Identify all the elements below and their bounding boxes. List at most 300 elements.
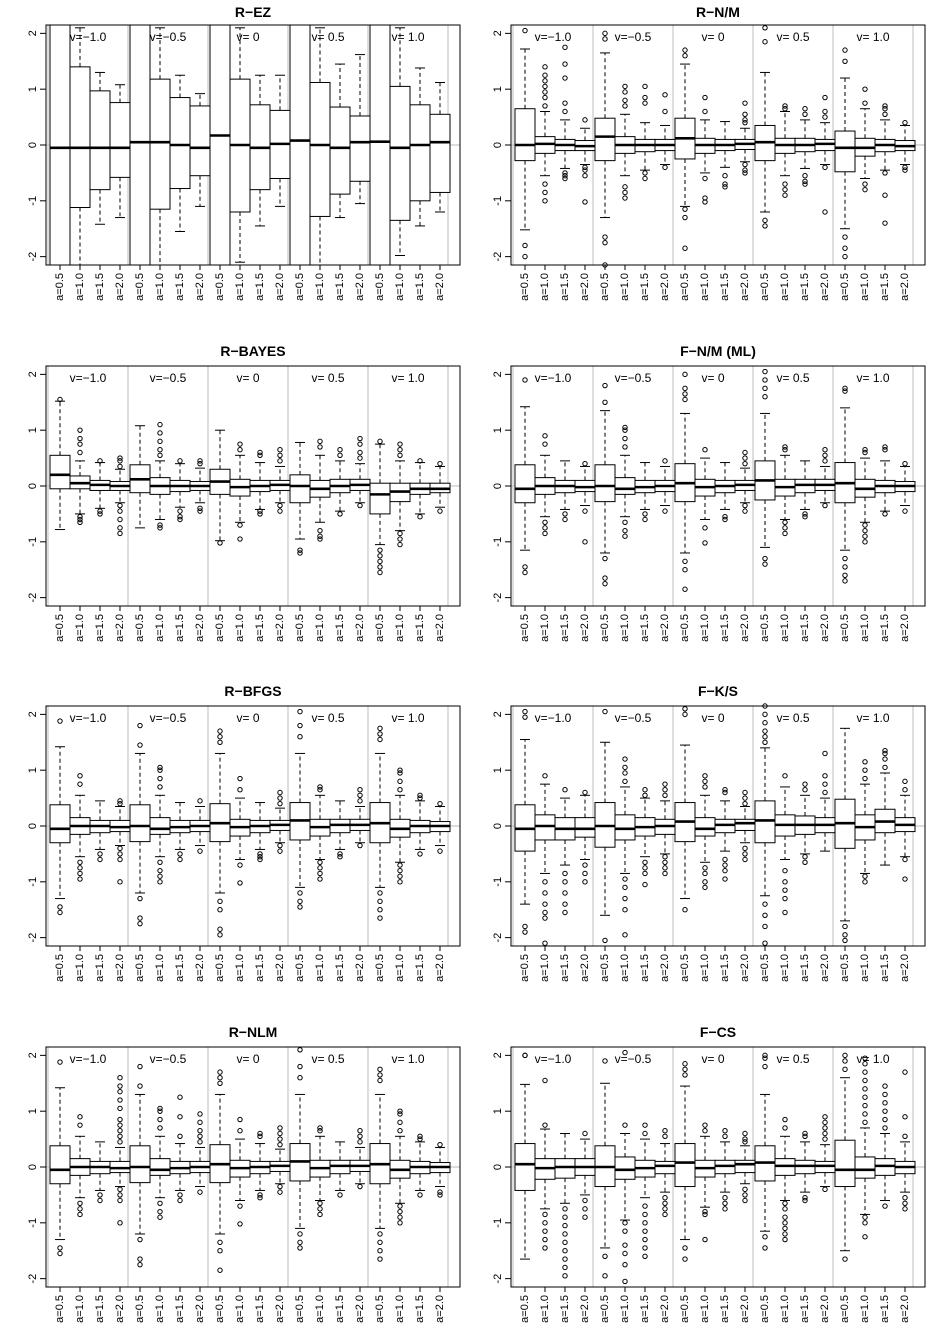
- outlier-point: [118, 1140, 122, 1144]
- outlier-point: [238, 537, 242, 541]
- x-tick-label: a=1.5: [798, 954, 811, 982]
- outlier-point: [863, 448, 867, 452]
- outlier-point: [723, 1129, 727, 1133]
- box-3-2: [330, 64, 350, 217]
- group-label: v=−1.0: [69, 371, 107, 385]
- x-tick-label: a=1.5: [413, 614, 426, 642]
- outlier-point: [523, 565, 527, 569]
- outlier-point: [358, 799, 362, 803]
- x-tick-label: a=1.5: [798, 614, 811, 642]
- outlier-point: [743, 1193, 747, 1197]
- panel-1: [492, 4, 925, 301]
- box-0-2: [555, 788, 575, 915]
- box-iqr: [515, 1144, 535, 1191]
- outlier-point: [138, 1237, 142, 1241]
- outlier-point: [643, 882, 647, 886]
- panel-title: F−K/S: [697, 683, 739, 699]
- box-2-0: [675, 707, 695, 912]
- outlier-point: [278, 453, 282, 457]
- x-tick-label: a=1.0: [73, 614, 86, 642]
- outlier-point: [378, 908, 382, 912]
- box-2-2: [250, 450, 270, 516]
- outlier-point: [643, 871, 647, 875]
- x-tick-label: a=1.0: [698, 1295, 711, 1323]
- box-2-2: [250, 803, 270, 862]
- outlier-point: [903, 779, 907, 783]
- group-label: v= 0: [701, 30, 725, 44]
- outlier-point: [543, 90, 547, 94]
- outlier-point: [298, 1246, 302, 1250]
- outlier-point: [378, 439, 382, 443]
- outlier-point: [823, 1120, 827, 1124]
- panel-2: [27, 343, 460, 642]
- group-label: v=−0.5: [149, 30, 187, 44]
- outlier-point: [863, 528, 867, 532]
- outlier-point: [663, 459, 667, 463]
- outlier-point: [398, 1129, 402, 1133]
- outlier-point: [58, 1251, 62, 1255]
- outlier-point: [358, 1134, 362, 1138]
- box-2-2: [250, 1131, 270, 1200]
- box-iqr: [735, 819, 755, 830]
- outlier-point: [903, 1195, 907, 1199]
- outlier-point: [623, 908, 627, 912]
- x-tick-label: a=0.5: [293, 273, 306, 301]
- outlier-point: [883, 1084, 887, 1088]
- outlier-point: [623, 1221, 627, 1225]
- outlier-point: [563, 1265, 567, 1269]
- panel-title: R−BFGS: [224, 683, 282, 699]
- y-tick-label: 2: [27, 30, 39, 37]
- outlier-point: [218, 1268, 222, 1272]
- outlier-point: [358, 843, 362, 847]
- box-iqr: [535, 815, 555, 840]
- outlier-point: [218, 933, 222, 937]
- y-tick-label: 0: [492, 822, 504, 830]
- x-tick-label: a=1.5: [878, 614, 891, 642]
- outlier-point: [543, 84, 547, 88]
- outlier-point: [278, 1126, 282, 1130]
- box-2-1: [230, 1117, 250, 1226]
- box-0-1: [535, 65, 555, 203]
- box-1-2: [170, 803, 190, 862]
- box-4-2: [875, 1084, 895, 1208]
- x-tick-label: a=1.5: [93, 614, 106, 642]
- outlier-point: [178, 1193, 182, 1197]
- x-tick-label: a=0.5: [518, 273, 531, 301]
- outlier-point: [623, 757, 627, 761]
- group-label: v=−1.0: [69, 1052, 107, 1066]
- outlier-point: [218, 899, 222, 903]
- outlier-point: [358, 1140, 362, 1144]
- outlier-point: [783, 1232, 787, 1236]
- outlier-point: [803, 107, 807, 111]
- outlier-point: [238, 788, 242, 792]
- box-iqr: [50, 805, 70, 843]
- outlier-point: [763, 729, 767, 733]
- outlier-point: [278, 459, 282, 463]
- outlier-point: [803, 514, 807, 518]
- outlier-point: [843, 579, 847, 583]
- x-tick-label: a=2.0: [433, 614, 446, 642]
- outlier-point: [398, 531, 402, 535]
- outlier-point: [238, 523, 242, 527]
- outlier-point: [378, 559, 382, 563]
- outlier-point: [338, 448, 342, 452]
- x-tick-label: a=1.0: [778, 614, 791, 642]
- outlier-point: [583, 1215, 587, 1219]
- x-tick-label: a=1.0: [393, 954, 406, 982]
- outlier-point: [438, 1142, 442, 1146]
- box-2-2: [715, 1129, 735, 1212]
- outlier-point: [783, 187, 787, 191]
- box-4-3: [430, 801, 450, 853]
- box-3-0: [290, 709, 310, 909]
- box-0-0: [50, 25, 70, 265]
- outlier-point: [783, 910, 787, 914]
- outlier-point: [803, 860, 807, 864]
- outlier-point: [843, 235, 847, 239]
- outlier-point: [178, 1095, 182, 1099]
- x-tick-label: a=1.5: [558, 954, 571, 982]
- outlier-point: [763, 913, 767, 917]
- x-tick-label: a=1.0: [538, 1295, 551, 1323]
- outlier-point: [823, 751, 827, 755]
- box-2-2: [715, 463, 735, 522]
- outlier-point: [198, 1120, 202, 1124]
- box-3-2: [795, 1131, 815, 1202]
- outlier-point: [803, 182, 807, 186]
- outlier-point: [378, 1073, 382, 1077]
- x-tick-label: a=0.5: [518, 614, 531, 642]
- outlier-point: [338, 1193, 342, 1197]
- x-tick-label: a=1.0: [313, 614, 326, 642]
- outlier-point: [783, 520, 787, 524]
- box-2-1: [695, 774, 715, 890]
- outlier-point: [783, 104, 787, 108]
- outlier-point: [178, 852, 182, 856]
- outlier-point: [863, 874, 867, 878]
- outlier-point: [158, 422, 162, 426]
- x-tick-label: a=1.5: [718, 614, 731, 642]
- outlier-point: [238, 448, 242, 452]
- group-label: v= 0.5: [311, 30, 345, 44]
- outlier-point: [663, 871, 667, 875]
- outlier-point: [398, 863, 402, 867]
- x-tick-label: a=2.0: [578, 614, 591, 642]
- x-tick-label: a=2.0: [273, 273, 286, 301]
- y-tick-label: 0: [27, 482, 39, 490]
- y-tick-label: 1: [27, 767, 39, 774]
- outlier-point: [903, 168, 907, 172]
- outlier-point: [318, 537, 322, 541]
- x-tick-label: a=1.0: [858, 614, 871, 642]
- outlier-point: [743, 1131, 747, 1135]
- outlier-point: [543, 104, 547, 108]
- outlier-point: [683, 908, 687, 912]
- outlier-point: [523, 28, 527, 32]
- outlier-point: [843, 565, 847, 569]
- y-tick-label: 1: [492, 767, 504, 774]
- outlier-point: [138, 1064, 142, 1068]
- outlier-point: [743, 503, 747, 507]
- outlier-point: [803, 1198, 807, 1202]
- outlier-point: [683, 1067, 687, 1071]
- group-label: v= 1.0: [856, 30, 890, 44]
- x-tick-label: a=1.0: [538, 273, 551, 301]
- outlier-point: [563, 1274, 567, 1278]
- box-3-1: [310, 785, 330, 881]
- outlier-point: [218, 927, 222, 931]
- box-0-3: [110, 456, 130, 536]
- outlier-point: [118, 1134, 122, 1138]
- box-1-1: [150, 422, 170, 530]
- outlier-point: [58, 719, 62, 723]
- outlier-point: [218, 1081, 222, 1085]
- x-tick-label: a=0.5: [373, 1295, 386, 1323]
- outlier-point: [378, 1257, 382, 1261]
- outlier-point: [623, 1251, 627, 1255]
- outlier-point: [358, 788, 362, 792]
- box-iqr: [150, 79, 170, 209]
- x-tick-label: a=2.0: [273, 614, 286, 642]
- outlier-point: [563, 1257, 567, 1261]
- outlier-point: [563, 1249, 567, 1253]
- outlier-point: [743, 796, 747, 800]
- x-tick-label: a=1.0: [778, 954, 791, 982]
- outlier-point: [218, 729, 222, 733]
- outlier-point: [623, 196, 627, 200]
- outlier-point: [543, 442, 547, 446]
- outlier-point: [643, 860, 647, 864]
- outlier-point: [863, 768, 867, 772]
- outlier-point: [418, 1193, 422, 1197]
- group-label: v= 0.5: [776, 371, 810, 385]
- box-0-3: [110, 1075, 130, 1225]
- outlier-point: [883, 112, 887, 116]
- box-0-2: [90, 459, 110, 516]
- outlier-point: [238, 442, 242, 446]
- y-tick-label: 0: [492, 141, 504, 149]
- outlier-point: [623, 98, 627, 102]
- outlier-point: [238, 863, 242, 867]
- outlier-point: [118, 1075, 122, 1079]
- box-iqr: [290, 475, 310, 503]
- x-tick-label: a=2.0: [193, 614, 206, 642]
- outlier-point: [78, 442, 82, 446]
- box-4-2: [410, 459, 430, 519]
- box-4-2: [875, 104, 895, 226]
- outlier-point: [398, 768, 402, 772]
- outlier-point: [198, 1190, 202, 1194]
- x-tick-label: a=2.0: [433, 1295, 446, 1323]
- x-tick-label: a=1.5: [413, 1295, 426, 1323]
- outlier-point: [763, 378, 767, 382]
- outlier-point: [683, 1257, 687, 1261]
- y-tick-label: 2: [492, 371, 504, 378]
- outlier-point: [863, 1095, 867, 1099]
- outlier-point: [623, 90, 627, 94]
- group-label: v= 1.0: [856, 371, 890, 385]
- x-tick-label: a=0.5: [598, 1295, 611, 1323]
- outlier-point: [563, 101, 567, 105]
- outlier-point: [743, 852, 747, 856]
- outlier-point: [623, 436, 627, 440]
- outlier-point: [78, 774, 82, 778]
- panel-7: [492, 1024, 925, 1323]
- group-label: v= 0.5: [311, 371, 345, 385]
- group-label: v=−0.5: [149, 1052, 187, 1066]
- box-0-1: [535, 434, 555, 536]
- box-0-2: [90, 1142, 110, 1203]
- x-tick-label: a=2.0: [738, 1295, 751, 1323]
- outlier-point: [823, 503, 827, 507]
- box-1-0: [130, 723, 150, 926]
- outlier-point: [643, 512, 647, 516]
- box-2-3: [270, 75, 290, 206]
- outlier-point: [318, 1207, 322, 1211]
- outlier-point: [118, 1084, 122, 1088]
- x-tick-label: a=0.5: [838, 614, 851, 642]
- x-tick-label: a=1.5: [558, 614, 571, 642]
- x-tick-label: a=0.5: [133, 1295, 146, 1323]
- x-tick-label: a=0.5: [293, 614, 306, 642]
- outlier-point: [643, 101, 647, 105]
- group-label: v= 0.5: [311, 1052, 345, 1066]
- box-iqr: [290, 25, 310, 265]
- outlier-point: [398, 1120, 402, 1124]
- x-tick-label: a=1.0: [393, 1295, 406, 1323]
- outlier-point: [218, 1075, 222, 1079]
- box-0-2: [555, 45, 575, 181]
- panel-6: [27, 1024, 460, 1323]
- box-1-1: [615, 425, 635, 538]
- outlier-point: [158, 874, 162, 878]
- box-2-3: [735, 790, 755, 861]
- x-tick-label: a=1.0: [233, 1295, 246, 1323]
- outlier-point: [823, 1115, 827, 1119]
- box-2-3: [270, 790, 290, 853]
- box-2-0: [675, 372, 695, 591]
- outlier-point: [318, 445, 322, 449]
- box-3-3: [350, 436, 370, 507]
- outlier-point: [743, 101, 747, 105]
- y-tick-label: -2: [492, 592, 504, 603]
- outlier-point: [78, 520, 82, 524]
- outlier-point: [398, 537, 402, 541]
- box-1-0: [595, 709, 615, 942]
- outlier-point: [118, 531, 122, 535]
- outlier-point: [623, 877, 627, 881]
- outlier-point: [583, 1207, 587, 1211]
- box-iqr: [575, 818, 595, 838]
- box-2-0: [675, 48, 695, 251]
- outlier-point: [398, 542, 402, 546]
- box-0-0: [50, 719, 70, 915]
- box-0-1: [70, 28, 90, 265]
- box-4-2: [410, 68, 430, 226]
- box-iqr: [675, 1144, 695, 1187]
- y-tick-label: -1: [492, 195, 504, 206]
- outlier-point: [543, 891, 547, 895]
- panel-5: [492, 683, 925, 982]
- outlier-point: [358, 450, 362, 454]
- panel-title: R−N/M: [696, 4, 740, 20]
- outlier-point: [603, 1274, 607, 1278]
- outlier-point: [843, 246, 847, 250]
- outlier-point: [743, 112, 747, 116]
- outlier-point: [643, 1246, 647, 1250]
- x-tick-label: a=1.5: [173, 1295, 186, 1323]
- outlier-point: [803, 854, 807, 858]
- outlier-point: [218, 740, 222, 744]
- outlier-point: [523, 1053, 527, 1057]
- outlier-point: [703, 779, 707, 783]
- outlier-point: [238, 1204, 242, 1208]
- y-tick-label: 1: [492, 427, 504, 434]
- x-tick-label: a=0.5: [598, 614, 611, 642]
- x-tick-label: a=1.5: [558, 273, 571, 301]
- x-tick-label: a=0.5: [838, 273, 851, 301]
- x-tick-label: a=0.5: [53, 614, 66, 642]
- y-tick-label: -1: [27, 1217, 39, 1228]
- outlier-point: [198, 1134, 202, 1138]
- group-label: v=−0.5: [614, 30, 652, 44]
- y-tick-label: 0: [27, 141, 39, 149]
- outlier-point: [278, 801, 282, 805]
- outlier-point: [118, 1193, 122, 1197]
- outlier-point: [703, 1212, 707, 1216]
- x-tick-label: a=2.0: [898, 954, 911, 982]
- outlier-point: [663, 1195, 667, 1199]
- outlier-point: [358, 503, 362, 507]
- y-tick-label: -1: [27, 876, 39, 887]
- box-0-2: [90, 72, 110, 224]
- outlier-point: [523, 378, 527, 382]
- outlier-point: [603, 1059, 607, 1063]
- y-tick-label: 2: [27, 371, 39, 378]
- x-tick-label: a=2.0: [353, 273, 366, 301]
- outlier-point: [663, 165, 667, 169]
- outlier-point: [358, 436, 362, 440]
- outlier-point: [843, 1053, 847, 1057]
- box-iqr: [90, 91, 110, 190]
- outlier-point: [803, 782, 807, 786]
- outlier-point: [763, 556, 767, 560]
- outlier-point: [843, 573, 847, 577]
- outlier-point: [563, 1240, 567, 1244]
- box-0-1: [70, 428, 90, 524]
- box-4-2: [875, 445, 895, 516]
- outlier-point: [803, 788, 807, 792]
- outlier-point: [763, 734, 767, 738]
- outlier-point: [703, 448, 707, 452]
- box-0-2: [90, 801, 110, 862]
- outlier-point: [803, 1131, 807, 1135]
- outlier-point: [318, 871, 322, 875]
- y-tick-label: -2: [492, 251, 504, 262]
- outlier-point: [743, 1187, 747, 1191]
- outlier-point: [298, 551, 302, 555]
- x-tick-label: a=2.0: [658, 273, 671, 301]
- outlier-point: [583, 173, 587, 177]
- x-tick-label: a=0.5: [758, 614, 771, 642]
- outlier-point: [903, 509, 907, 513]
- outlier-point: [378, 1067, 382, 1071]
- outlier-point: [158, 1106, 162, 1110]
- box-0-1: [535, 1078, 555, 1250]
- outlier-point: [318, 860, 322, 864]
